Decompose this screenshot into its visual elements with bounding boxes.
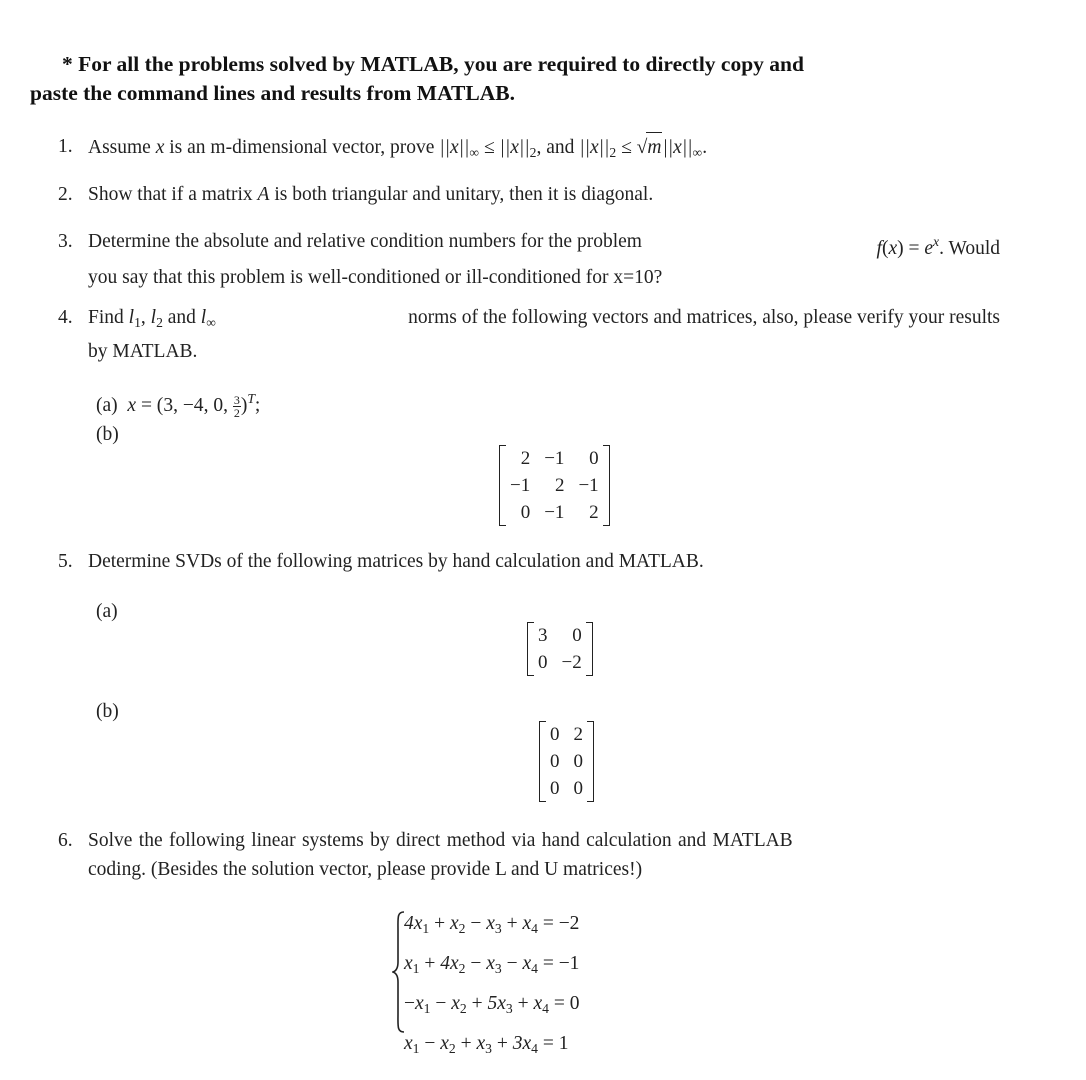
intro-instructions bbox=[30, 50, 1010, 108]
problem-number: 5. bbox=[58, 551, 73, 572]
matrix-entry: 2 bbox=[573, 723, 583, 745]
problem-2 bbox=[58, 180, 1000, 209]
matrix-entry: 3 bbox=[538, 624, 548, 646]
problem-1 bbox=[58, 132, 1000, 167]
problem-5a-label: (a) bbox=[96, 601, 118, 622]
matrix-entry: 2 bbox=[554, 474, 565, 496]
problem-6 bbox=[58, 826, 1000, 884]
matrix-entry: 0 bbox=[573, 750, 583, 772]
matrix-entry: 0 bbox=[550, 777, 560, 799]
matrix-entry: 2 bbox=[520, 447, 531, 469]
problem-text: Solve the following linear systems by direct method via hand calculation and MATLAB coding. (Besides the solution vector, please provide L and U matrices!) bbox=[88, 830, 793, 880]
matrix-entry: −1 bbox=[544, 501, 565, 523]
matrix-5b bbox=[543, 721, 590, 802]
matrix-entry: 0 bbox=[538, 651, 548, 673]
matrix-4b bbox=[503, 445, 606, 526]
equation-3: $-x_1 - x_2 + 5x_3 + x_4 = 0$ bbox=[404, 993, 580, 1016]
problem-number: 3. bbox=[58, 231, 73, 252]
linear-system bbox=[404, 906, 579, 1066]
problem-number: 4. bbox=[58, 307, 73, 328]
problem-text: Assume x is an m-dimensional vector, prove $||x||_\infty \le ||x||_2$, and $||x||_2 \le √m||x||_\infty$. bbox=[88, 132, 1000, 167]
intro-line-2: paste the command lines and results from MATLAB. bbox=[30, 81, 515, 105]
problem-4b-label: (b) bbox=[96, 424, 119, 445]
problem-number: 2. bbox=[58, 184, 73, 205]
problem-text: Determine SVDs of the following matrices by hand calculation and MATLAB. bbox=[88, 551, 704, 572]
matrix-entry: 2 bbox=[589, 501, 599, 523]
matrix-entry: 0 bbox=[573, 777, 583, 799]
matrix-entry: −2 bbox=[561, 651, 582, 673]
problem-4 bbox=[58, 303, 1000, 366]
matrix-entry: 0 bbox=[589, 447, 599, 469]
problem-number: 6. bbox=[58, 830, 73, 851]
equation-2: $x_1 + 4x_2 - x_3 - x_4 = -1$ bbox=[404, 953, 580, 976]
problem-4a: (a) x = (3, −4, 0, $\frac{3}{2}$ )$^T$; bbox=[96, 391, 261, 421]
problem-text: Find $l_1$, $l_2$ and $l_\infty$ norms of the following vectors and matrices, also, please verify your results by MATLAB. bbox=[88, 307, 1000, 362]
problem-5b-label: (b) bbox=[96, 701, 119, 722]
problem-text: Show that if a matrix A is both triangular and unitary, then it is diagonal. bbox=[88, 184, 654, 205]
problem-number: 1. bbox=[58, 136, 73, 157]
matrix-entry: −1 bbox=[544, 447, 565, 469]
matrix-entry: 0 bbox=[572, 624, 582, 646]
problem-3 bbox=[58, 227, 1000, 292]
matrix-entry: −1 bbox=[510, 474, 531, 496]
matrix-entry: 0 bbox=[550, 723, 560, 745]
matrix-entry: −1 bbox=[578, 474, 599, 496]
intro-line-1: * For all the problems solved by MATLAB, you are required to directly copy and bbox=[62, 52, 804, 76]
equation-4: $x_1 - x_2 + x_3 + 3x_4 = 1$ bbox=[404, 1033, 569, 1056]
matrix-entry: 0 bbox=[550, 750, 560, 772]
problem-text: Determine the absolute and relative condition numbers for the problem $f(x) = e^x$. Would you say that this problem is well-conditioned or ill-conditioned for x=10? bbox=[88, 231, 1000, 288]
equation-1: $4x_1 + x_2 - x_3 + x_4 = -2$ bbox=[404, 913, 580, 936]
matrix-5a bbox=[531, 622, 589, 676]
matrix-entry: 0 bbox=[520, 501, 531, 523]
problem-5 bbox=[58, 547, 1000, 576]
